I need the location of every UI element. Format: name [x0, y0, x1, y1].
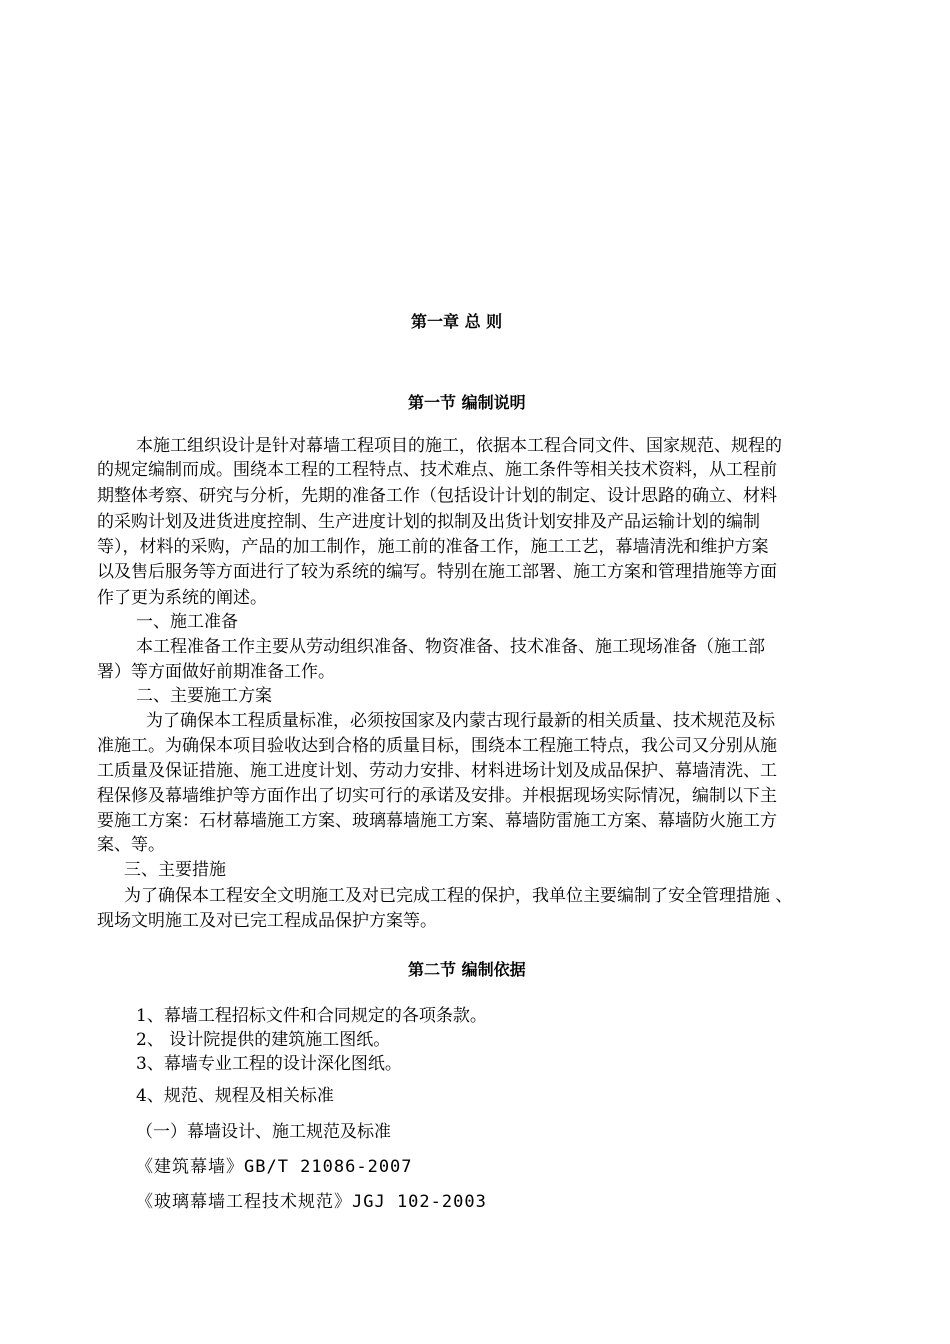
intro-line: 的规定编制而成。围绕本工程的工程特点、技术难点、施工条件等相关技术资料，从工程前 — [97, 460, 777, 480]
item2-line: 要施工方案：石材幕墙施工方案、玻璃幕墙施工方案、幕墙防雷施工方案、幕墙防火施工方 — [97, 811, 777, 831]
intro-line: 本施工组织设计是针对幕墙工程项目的施工，依据本工程合同文件、国家规范、规程的 — [136, 436, 782, 456]
item3-line: 为了确保本工程安全文明施工及对已完成工程的保护，我单位主要编制了安全管理措施 、 — [124, 886, 793, 906]
intro-line: 作了更为系统的阐述。 — [97, 588, 267, 608]
item2-heading: 二、主要施工方案 — [136, 686, 272, 706]
section2-title: 第二节 编制依据 — [408, 960, 526, 979]
item1-line: 署）等方面做好前期准备工作。 — [97, 662, 335, 682]
item1-heading: 一、施工准备 — [136, 612, 238, 632]
item2-line: 准施工。为确保本项目验收达到合格的质量目标，围绕本工程施工特点，我公司又分别从施 — [97, 736, 777, 756]
item3-heading: 三、主要措施 — [124, 860, 226, 880]
intro-line: 期整体考察、研究与分析，先期的准备工作（包括设计计划的制定、设计思路的确立、材料 — [97, 486, 777, 506]
list-item: 2、 设计院提供的建筑施工图纸。 — [136, 1030, 391, 1050]
intro-line: 的采购计划及进货进度控制、生产进度计划的拟制及出货计划安排及产品运输计划的编制 — [97, 512, 760, 532]
list-item: 3、幕墙专业工程的设计深化图纸。 — [136, 1054, 402, 1074]
item2-line: 程保修及幕墙维护等方面作出了切实可行的承诺及安排。并根据现场实际情况，编制以下主 — [97, 786, 777, 806]
section1-title: 第一节 编制说明 — [408, 393, 526, 412]
sub-heading: （一）幕墙设计、施工规范及标准 — [136, 1122, 391, 1142]
item3-line: 现场文明施工及对已完工程成品保护方案等。 — [97, 911, 437, 931]
list-item: 4、规范、规程及相关标准 — [136, 1086, 334, 1106]
intro-line: 等），材料的采购，产品的加工制作，施工前的准备工作，施工工艺，幕墙清洗和维护方案 — [97, 537, 769, 557]
intro-line: 以及售后服务等方面进行了较为系统的编写。特别在施工部署、施工方案和管理措施等方面 — [97, 562, 777, 582]
item2-line: 案、等。 — [97, 835, 165, 855]
item2-line: 为了确保本工程质量标准，必须按国家及内蒙古现行最新的相关质量、技术规范及标 — [146, 711, 775, 731]
standard-item: 《建筑幕墙》GB/T 21086-2007 — [136, 1157, 413, 1177]
item2-line: 工质量及保证措施、施工进度计划、劳动力安排、材料进场计划及成品保护、幕墙清洗、工 — [97, 761, 777, 781]
standard-item: 《玻璃幕墙工程技术规范》JGJ 102-2003 — [136, 1192, 487, 1212]
item1-line: 本工程准备工作主要从劳动组织准备、物资准备、技术准备、施工现场准备（施工部 — [136, 637, 765, 657]
list-item: 1、幕墙工程招标文件和合同规定的各项条款。 — [136, 1006, 487, 1026]
chapter-title: 第一章 总 则 — [411, 312, 503, 331]
